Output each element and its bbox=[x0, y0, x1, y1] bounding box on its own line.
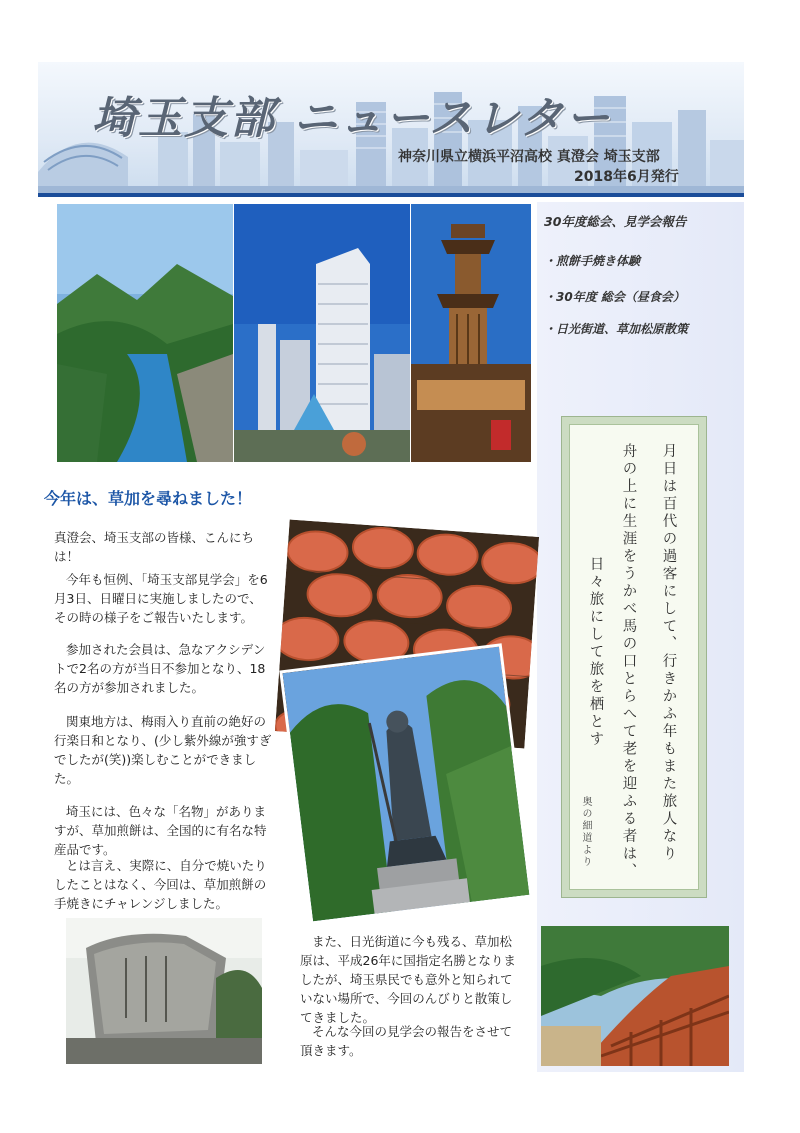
matsubara-bridge-photo bbox=[541, 926, 729, 1066]
stone-monument-photo bbox=[66, 918, 262, 1064]
poem-line: 月日は百代の過客にして、行きかふ年もまた旅人なり bbox=[660, 443, 677, 863]
poem-line: 日々旅にして旅を栖とす bbox=[587, 556, 604, 749]
report-heading: 30年度総会、見学会報告 bbox=[544, 214, 687, 229]
river-valley-photo bbox=[57, 204, 233, 462]
publisher-line: 神奈川県立横浜平沼高校 真澄会 埼玉支部 bbox=[398, 149, 660, 165]
header-divider bbox=[38, 193, 744, 197]
poem-source: 奥の細道より bbox=[580, 796, 591, 868]
article-paragraph: 参加された会員は、急なアクシデントで2名の方が当日不参加となり、18名の方が参加されました。 bbox=[54, 642, 266, 695]
article-paragraph: 今年も恒例、「埼玉支部見学会」を6月3日、日曜日に実施しましたので、その時の様子をご報告いたします。 bbox=[54, 572, 268, 625]
agenda-item: ・煎餅手焼き体験 bbox=[544, 254, 641, 268]
article-paragraph: 真澄会、埼玉支部の皆様、こんにちは！ bbox=[54, 530, 255, 564]
article-headline: 今年は、草加を尋ねました！ bbox=[44, 489, 253, 508]
basho-statue-photo bbox=[279, 643, 533, 924]
article-paragraph: そんな今回の見学会の報告をさせて頂きます。 bbox=[300, 1024, 513, 1058]
article-paragraph: また、日光街道に今も残る、草加松原は、平成26年に国指定名勝となりましたが、埼玉県民でも意外と知られていない場所で、今回のんびりと散策してきました。 bbox=[300, 934, 516, 1025]
tower-building-photo bbox=[234, 204, 410, 462]
article-paragraph: 関東地方は、梅雨入り直前の絶好の行楽日和となり、(少し紫外線が強すぎでしたが(笑))楽しむことができました。 bbox=[54, 714, 272, 786]
agenda-item: ・日光街道、草加松原散策 bbox=[544, 322, 689, 336]
issue-date: 2018年6月発行 bbox=[574, 169, 679, 185]
bell-tower-photo bbox=[411, 204, 531, 462]
poem-line: 舟の上に生涯をうかべ馬の口とらへて老を迎ふる者は、 bbox=[620, 443, 637, 881]
article-paragraph: とは言え、実際に、自分で焼いたりしたことはなく、今回は、草加煎餅の手焼きにチャレンジしました。 bbox=[54, 858, 267, 911]
newsletter-title: 埼玉支部 ニュースレター bbox=[92, 93, 612, 144]
agenda-item: ・30年度 総会（昼食会） bbox=[544, 290, 685, 304]
article-paragraph: 埼玉には、色々な「名物」がありますが、草加煎餅は、全国的に有名な特産品です。 bbox=[54, 804, 267, 857]
